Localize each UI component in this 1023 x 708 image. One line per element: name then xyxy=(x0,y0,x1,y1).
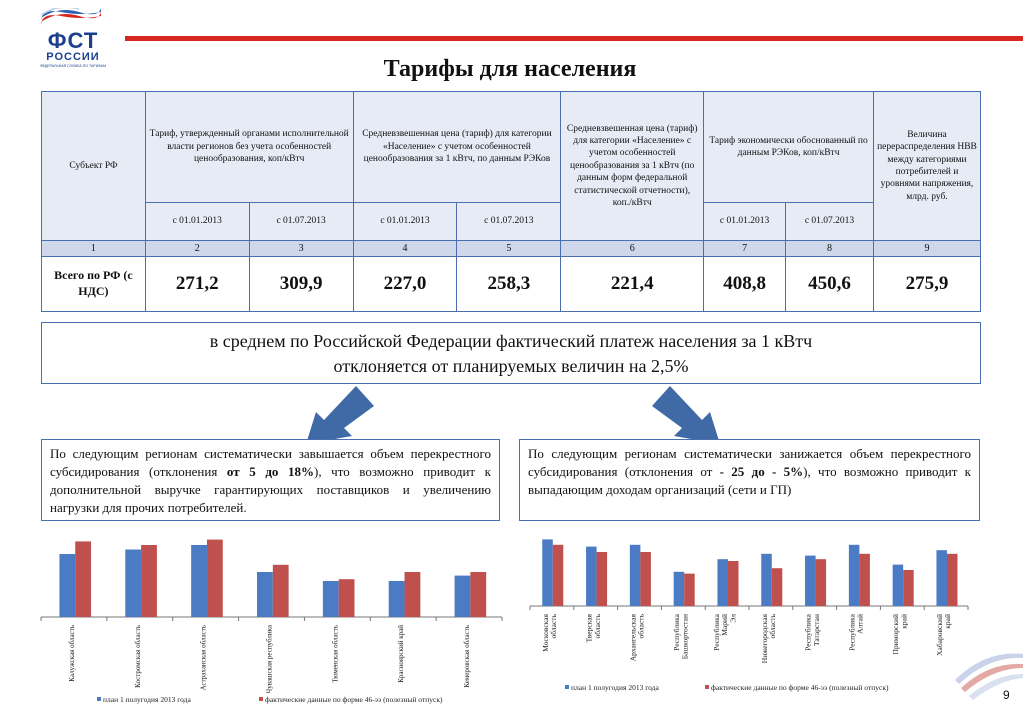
bar-plan xyxy=(257,572,273,617)
bar-plan xyxy=(761,554,772,606)
category-label: Чувашская республика xyxy=(265,625,274,694)
column-index: 8 xyxy=(786,241,874,257)
bar-fact xyxy=(339,579,355,617)
left-box-range: от 5 до 18% xyxy=(226,464,314,479)
right-chart-svg xyxy=(523,528,973,698)
left-overstated-box xyxy=(41,439,500,521)
column-index: 9 xyxy=(873,241,980,257)
total-value: 271,2 xyxy=(145,257,249,312)
bar-fact xyxy=(273,565,289,617)
bar-plan xyxy=(455,576,471,617)
header-group-economic: Тариф экономически обоснованный по данным РЭКов, коп/кВтч xyxy=(704,92,874,203)
decorative-swoosh-icon xyxy=(955,640,1023,700)
bar-fact xyxy=(816,559,827,606)
bar-fact xyxy=(405,572,421,617)
arrow-down-right-icon xyxy=(650,384,726,446)
category-label: Архангельскаяобласть xyxy=(628,614,646,662)
category-label: РеспубликаБашкортостан xyxy=(672,614,690,660)
header-red-line xyxy=(125,36,1023,41)
category-label: Красноярский край xyxy=(397,625,406,683)
bar-fact xyxy=(903,570,914,606)
bar-plan xyxy=(389,581,405,617)
right-box-text-end: ), что возможно приводит к выпадающим доходам организаций (сети и ГП) xyxy=(528,464,971,497)
header-redistribution: Величина перераспределения НВВ между категориями потребителей и уровнями напряжения, млрд. руб. xyxy=(873,92,980,241)
total-value: 309,9 xyxy=(249,257,353,312)
category-label: Нижегородскаяобласть xyxy=(759,614,778,664)
bar-plan xyxy=(542,539,553,606)
category-label: Астраханская область xyxy=(199,625,208,691)
header-subject: Субъект РФ xyxy=(42,92,146,241)
total-value: 275,9 xyxy=(873,257,980,312)
page-title: Тарифы для населения xyxy=(383,56,637,82)
column-index: 2 xyxy=(145,241,249,257)
category-label: РеспубликаМарийЭл xyxy=(711,614,738,651)
tariff-table xyxy=(41,91,981,312)
fst-logo xyxy=(33,8,113,70)
bar-fact xyxy=(597,552,608,606)
bar-fact xyxy=(772,568,783,606)
category-label: Калужская область xyxy=(67,625,76,682)
bar-fact xyxy=(470,572,486,617)
category-label: Московскаяобласть xyxy=(540,614,559,652)
bar-fact xyxy=(640,552,651,606)
bar-plan xyxy=(936,550,947,606)
legend-swatch xyxy=(259,697,263,701)
date-header: с 01.07.2013 xyxy=(786,203,874,241)
bar-plan xyxy=(893,565,904,606)
date-header: с 01.07.2013 xyxy=(249,203,353,241)
bar-plan xyxy=(191,545,207,617)
category-label: Кемеровская область xyxy=(463,625,472,688)
bar-plan xyxy=(586,547,597,606)
column-index: 4 xyxy=(353,241,457,257)
legend-label: план 1 полугодия 2013 года xyxy=(571,683,659,692)
left-box-text: По следующим регионам систематически завышается объем перекрестного субсидирования (отклонения xyxy=(50,446,491,479)
column-index: 3 xyxy=(249,241,353,257)
bar-plan xyxy=(849,545,860,606)
bar-plan xyxy=(717,559,728,606)
date-header: с 01.01.2013 xyxy=(145,203,249,241)
arrow-down-left-icon xyxy=(300,384,376,446)
category-label: Хабаровскийкрай xyxy=(934,614,953,656)
summary-line-1: в среднем по Российской Федерации фактический платеж населения за 1 кВтч xyxy=(209,331,813,351)
header-stat-avg: Средневзвешенная цена (тариф) для категории «Население» с учетом особенностей ценообразования за 1 кВтч (по данным форм федеральной статистической отчетности), коп./кВтч xyxy=(561,92,704,241)
legend-label: фактические данные по форме 46-ээ (полезный отпуск) xyxy=(711,683,889,692)
summary-note xyxy=(41,322,981,384)
legend-label: план 1 полугодия 2013 года xyxy=(103,695,191,704)
left-box-text-end: ), что возможно приводит к дополнительной выручке гарантирующих поставщиков и увеличению нагрузки для прочих потребителей. xyxy=(50,464,491,515)
header-group-rek-avg: Средневзвешенная цена (тариф) для категории «Население» с учетом особенностей ценообразования за 1 кВтч, по данным РЭКов xyxy=(353,92,561,203)
bar-fact xyxy=(684,574,695,606)
bar-fact xyxy=(859,554,870,606)
bar-plan xyxy=(59,554,75,617)
column-index: 6 xyxy=(561,241,704,257)
date-header: с 01.01.2013 xyxy=(704,203,786,241)
bar-plan xyxy=(125,550,141,618)
legend-label: фактические данные по форме 46-ээ (полезный отпуск) xyxy=(265,695,443,704)
logo-tagline: ФЕДЕРАЛЬНАЯ СЛУЖБА ПО ТАРИФАМ xyxy=(39,64,107,68)
total-value: 450,6 xyxy=(786,257,874,312)
right-box-range: - 25 до - 5% xyxy=(719,464,804,479)
legend-swatch xyxy=(705,685,709,689)
total-row-label: Всего по РФ (с НДС) xyxy=(42,257,146,312)
right-box-text: По следующим регионам систематически занижается объем перекрестного субсидирования (отклонения от xyxy=(528,446,971,479)
total-value: 221,4 xyxy=(561,257,704,312)
summary-line-2: отклоняется от планируемых величин на 2,5% xyxy=(333,356,689,376)
bar-plan xyxy=(323,581,339,617)
legend-swatch xyxy=(565,685,569,689)
bar-fact xyxy=(947,554,958,606)
category-label: Костромская область xyxy=(133,625,142,688)
total-value: 408,8 xyxy=(704,257,786,312)
column-index: 5 xyxy=(457,241,561,257)
column-index: 1 xyxy=(42,241,146,257)
total-value: 258,3 xyxy=(457,257,561,312)
bar-plan xyxy=(674,572,685,606)
logo-title: ФСТ xyxy=(47,28,99,53)
bar-plan xyxy=(630,545,641,606)
russian-flag-icon xyxy=(39,8,103,30)
right-bar-chart xyxy=(523,528,973,698)
bar-fact xyxy=(207,540,223,617)
category-label: РеспубликаТатарстан xyxy=(803,614,821,651)
legend-swatch xyxy=(97,697,101,701)
logo-subtitle: РОССИИ xyxy=(46,51,100,63)
left-chart-svg xyxy=(35,525,510,706)
total-value: 227,0 xyxy=(353,257,457,312)
right-understated-box xyxy=(519,439,980,521)
category-label: Приморскийкрай xyxy=(891,614,909,655)
bar-fact xyxy=(75,541,91,617)
bar-plan xyxy=(805,556,816,606)
bar-fact xyxy=(141,545,157,617)
bar-fact xyxy=(728,561,739,606)
left-bar-chart xyxy=(35,525,510,706)
category-label: Тверскаяобласть xyxy=(584,614,602,643)
date-header: с 01.01.2013 xyxy=(353,203,457,241)
date-header: с 01.07.2013 xyxy=(457,203,561,241)
header-group-approved: Тариф, утвержденный органами исполнительной власти регионов без учета особенностей ценообразования, коп/кВтч xyxy=(145,92,353,203)
category-label: РеспубликаАлтай xyxy=(847,614,865,651)
category-label: Тюменская область xyxy=(331,625,340,683)
bar-fact xyxy=(553,545,564,606)
column-index: 7 xyxy=(704,241,786,257)
page-number: 9 xyxy=(1003,688,1010,702)
